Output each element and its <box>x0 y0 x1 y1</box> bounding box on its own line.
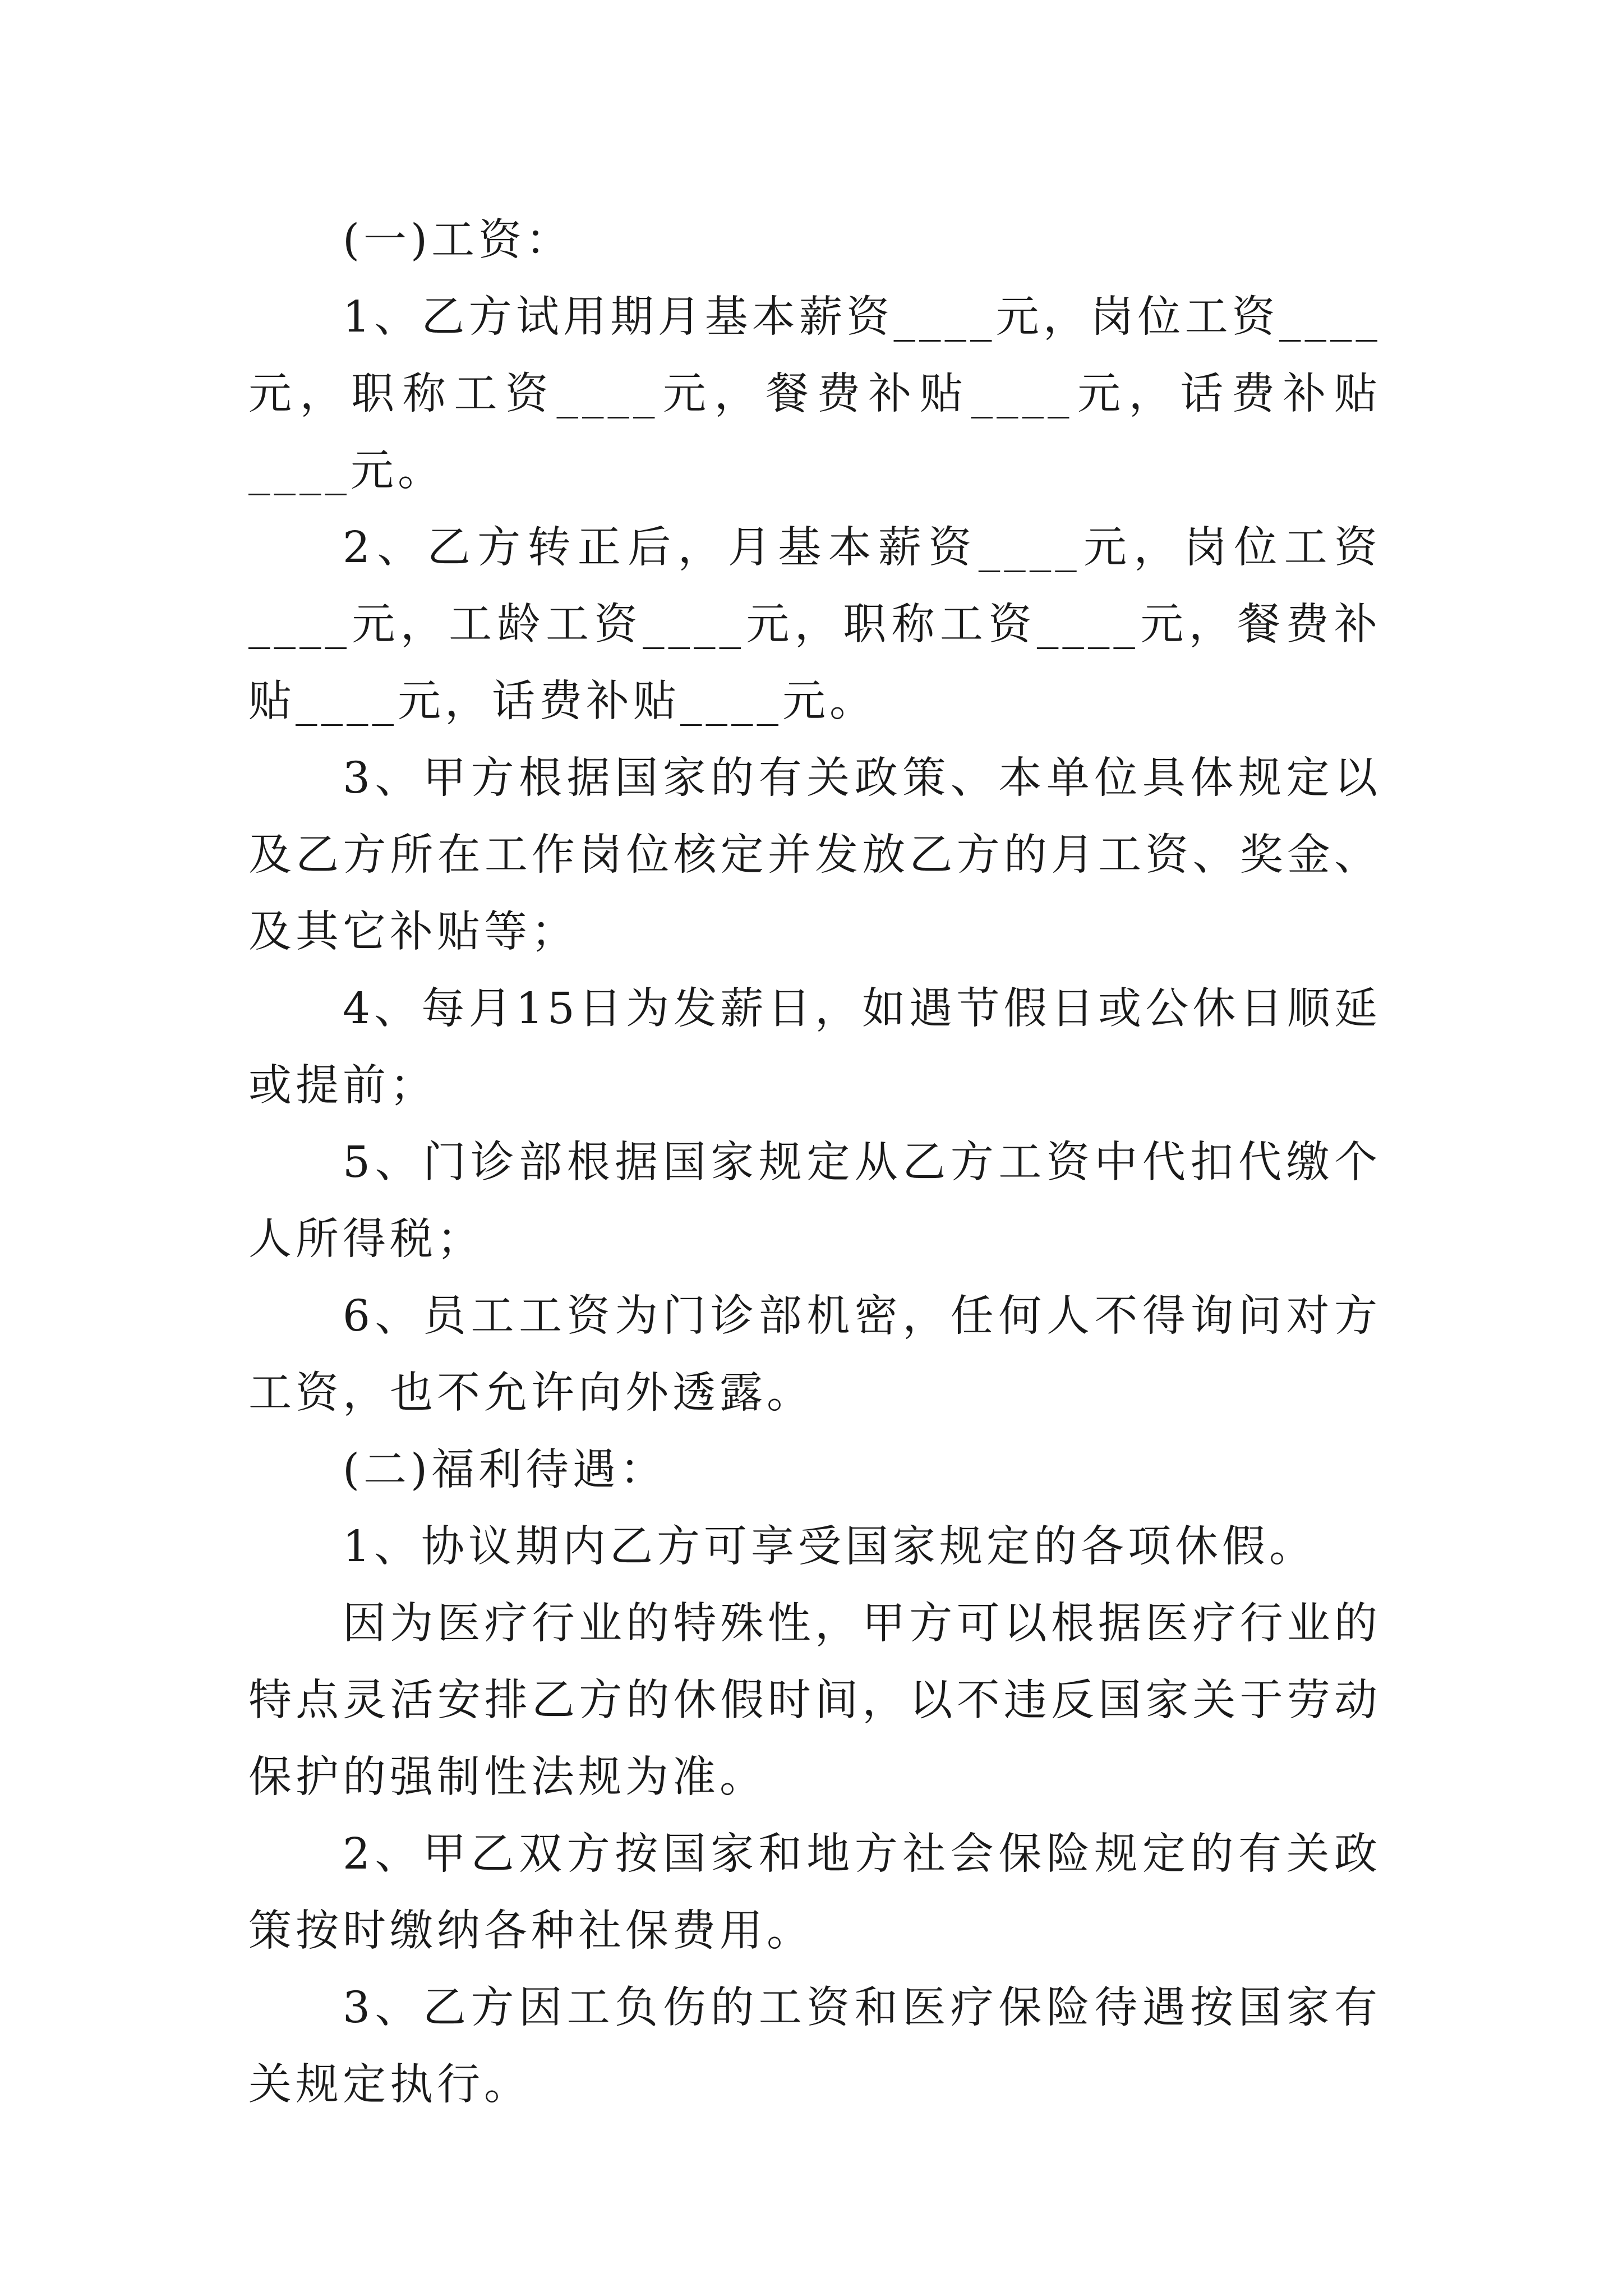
paragraph-salary-confidential: 6、员工工资为门诊部机密，任何人不得询问对方工资，也不允许向外透露。 <box>248 1291 1381 1418</box>
paragraph-flexible-leave: 因为医疗行业的特殊性，甲方可以根据医疗行业的特点灵活安排乙方的休假时间，以不违反国家关于劳动保护的强制性法规为准。 <box>248 1599 1381 1802</box>
paragraph-holidays: 1、协议期内乙方可享受国家规定的各项休假。 <box>343 1522 1316 1572</box>
paragraph-social-insurance: 2、甲乙双方按国家和地方社会保险规定的有关政策按时缴纳各种社保费用。 <box>248 1829 1381 1956</box>
paragraph-regular-salary: 2、乙方转正后，月基本薪资____元，岗位工资____元，工龄工资____元，职称工资____元，餐费补贴____元，话费补贴____元。 <box>248 523 1381 726</box>
paragraph-payday: 4、每月15日为发薪日，如遇节假日或公休日顺延或提前； <box>248 984 1381 1111</box>
paragraph-income-tax: 5、门诊部根据国家规定从乙方工资中代扣代缴个人所得税； <box>248 1138 1381 1264</box>
document-body <box>248 202 1381 2123</box>
paragraph-probation-salary: 1、乙方试用期月基本薪资____元，岗位工资____元，职称工资____元，餐费补贴____元，话费补贴____元。 <box>248 292 1381 496</box>
paragraph-salary-determination: 3、甲方根据国家的有关政策、本单位具体规定以及乙方所在工作岗位核定并发放乙方的月工资、奖金、及其它补贴等； <box>248 753 1381 957</box>
section-heading-wages: (一)工资： <box>343 215 573 265</box>
section-heading-benefits: (二)福利待遇： <box>343 1445 667 1495</box>
paragraph-work-injury: 3、乙方因工负伤的工资和医疗保险待遇按国家有关规定执行。 <box>248 1983 1381 2110</box>
